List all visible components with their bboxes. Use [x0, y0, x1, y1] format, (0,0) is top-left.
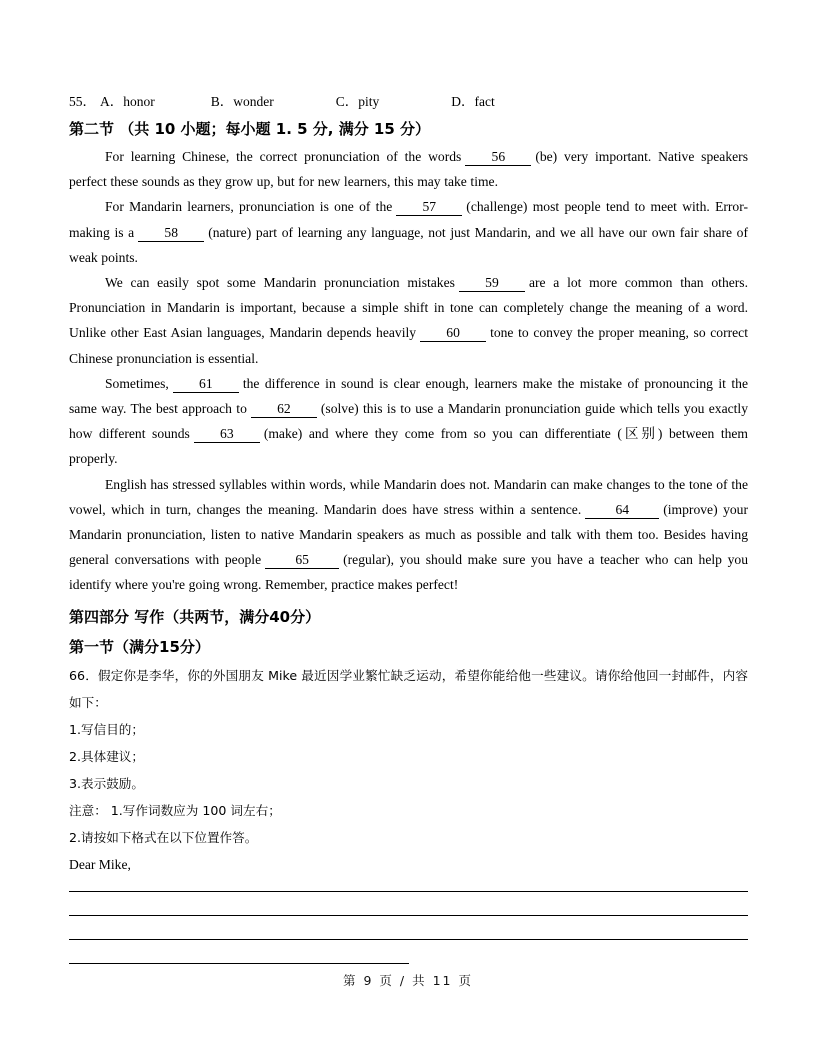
blank-58[interactable]: 58	[138, 225, 204, 242]
question-55-option-a[interactable]: A．honor	[100, 94, 155, 109]
letter-salutation: Dear Mike,	[69, 856, 131, 872]
blank-65[interactable]: 65	[265, 552, 339, 569]
paragraph-2-text-b: (challenge) most people tend to meet with. Error-making is a	[69, 199, 749, 240]
paragraph-4-text-a: Sometimes,	[105, 375, 169, 391]
paragraph-4-text-d: (make) and where they come from so you can differentiate (区别) between them properly.	[69, 426, 748, 467]
question-55-number: 55．	[69, 94, 96, 109]
question-55-option-d[interactable]: D．fact	[451, 94, 495, 109]
section-two-heading: 第二节 （共 10 小题；每小题 1. 5 分, 满分 15 分）	[69, 120, 431, 138]
answer-area[interactable]	[69, 891, 748, 964]
writing-note-2: 2.请按如下格式在以下位置作答。	[69, 829, 258, 845]
blank-57[interactable]: 57	[396, 199, 462, 216]
writing-requirement-2: 2.具体建议；	[69, 748, 144, 764]
paragraph-2-text-a: For Mandarin learners, pronunciation is one of the	[105, 199, 393, 215]
part-four-subheading: 第一节（满分15分）	[69, 637, 210, 656]
blank-59[interactable]: 59	[459, 275, 525, 292]
blank-60[interactable]: 60	[420, 325, 486, 342]
paragraph-5-text-c: (regular), you should make sure you have a teacher who can help you identify where you're going wrong. Remember, practice makes perfect!	[69, 552, 748, 593]
paragraph-2-text-c: (nature) part of learning any language, not just Mandarin, and we all have our own fair share of weak points.	[69, 224, 748, 265]
page-content	[69, 92, 748, 987]
paragraph-1-text-a: For learning Chinese, the correct pronunciation of the words	[105, 149, 462, 164]
writing-requirement-3: 3.表示鼓励。	[69, 775, 144, 791]
cloze-paragraph-2	[69, 194, 748, 270]
blank-64[interactable]: 64	[585, 502, 659, 519]
writing-prompt: 66．假定你是李华，你的外国朋友 Mike 最近因学业繁忙缺乏运动，希望你能给他一些建议。请你给他回一封邮件，内容如下：	[69, 667, 748, 710]
blank-61[interactable]: 61	[173, 376, 239, 393]
paragraph-5-text-a: English has stressed syllables within words, while Mandarin does not. Mandarin can make changes to the tone of the vowel, which in turn, changes the meaning. Mandarin does have stress within a sentence.	[69, 476, 748, 517]
writing-requirement-1: 1.写信目的；	[69, 721, 144, 737]
cloze-paragraph-4	[69, 371, 748, 472]
paragraph-5-text-b: (improve) your Mandarin pronunciation, listen to native Mandarin speakers as much as possible and talk with them too. Besides having general conversations with people	[69, 501, 749, 568]
blank-62[interactable]: 62	[251, 401, 317, 418]
part-four-heading: 第四部分 写作（共两节，满分40分）	[69, 607, 321, 626]
blank-56[interactable]: 56	[465, 149, 531, 166]
answer-line[interactable]	[69, 963, 409, 964]
paragraph-3-text-a: We can easily spot some Mandarin pronunciation mistakes	[105, 275, 455, 291]
question-55-option-c[interactable]: C．pity	[335, 94, 380, 109]
cloze-paragraph-5	[69, 472, 748, 598]
answer-line[interactable]	[69, 891, 748, 892]
question-55-option-b[interactable]: B．wonder	[210, 94, 274, 109]
page-footer: 第 9 页 / 共 11 页	[343, 973, 473, 988]
answer-line[interactable]	[69, 915, 748, 916]
blank-63[interactable]: 63	[194, 426, 260, 443]
paragraph-3-text-b: are a lot more common than others. Pronunciation in Mandarin is important, because a simple shift in tone can completely change the meaning of a word. Unlike other East Asian languages, Mandarin depends heavily	[69, 275, 748, 341]
question-55-row	[69, 92, 748, 112]
paragraph-4-text-c: (solve) this is to use a Mandarin pronunciation guide which tells you exactly how different sounds	[69, 401, 749, 442]
writing-note-1: 注意： 1.写作词数应为 100 词左右；	[69, 802, 281, 818]
cloze-paragraph-1	[69, 144, 748, 194]
answer-line[interactable]	[69, 939, 748, 940]
cloze-paragraph-3	[69, 270, 748, 371]
paragraph-1-text-b: (be) very important. Native speakers perfect these sounds as they grow up, but for new learners, this may take time.	[69, 149, 748, 190]
paragraph-3-text-c: tone to convey the proper meaning, so correct Chinese pronunciation is essential.	[69, 325, 748, 366]
paragraph-4-text-b: the difference in sound is clear enough, learners make the mistake of pronouncing it the same way. The best approach to	[69, 375, 748, 417]
